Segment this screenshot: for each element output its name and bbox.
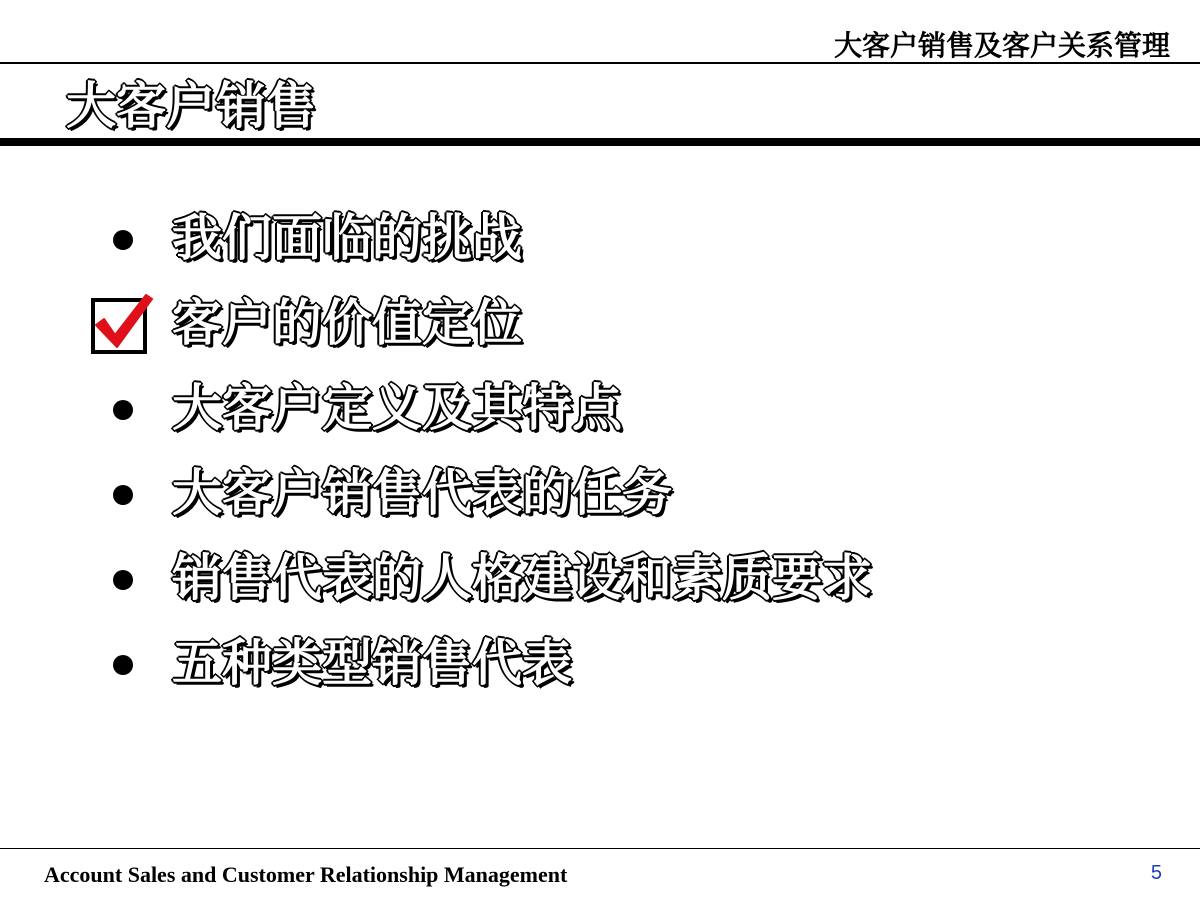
bullet-dot-icon bbox=[113, 400, 133, 420]
bullet-dot-icon bbox=[113, 485, 133, 505]
header-divider bbox=[0, 62, 1200, 64]
list-item-text: 大客户销售代表的任务 bbox=[172, 464, 672, 522]
checkbox-check-icon bbox=[90, 291, 154, 355]
bullet-dot-icon bbox=[113, 570, 133, 590]
bullet-dot-icon bbox=[113, 655, 133, 675]
footer-text: Account Sales and Customer Relationship Management bbox=[44, 862, 568, 887]
list-item bbox=[86, 196, 1166, 281]
list-item-text: 五种类型销售代表 bbox=[172, 634, 572, 692]
list-item-text: 销售代表的人格建设和素质要求 bbox=[172, 549, 872, 607]
header-title: 大客户销售及客户关系管理 bbox=[833, 29, 1170, 62]
list-item-text: 我们面临的挑战 bbox=[172, 209, 522, 267]
footer-divider bbox=[0, 848, 1200, 849]
title-divider bbox=[0, 138, 1200, 146]
list-item bbox=[86, 366, 1166, 451]
list-item-text: 大客户定义及其特点 bbox=[172, 379, 622, 437]
bullet-list bbox=[86, 196, 1166, 706]
list-item bbox=[86, 281, 1166, 366]
list-item bbox=[86, 621, 1166, 706]
list-item bbox=[86, 451, 1166, 536]
bullet-dot-icon bbox=[113, 230, 133, 250]
page-title: 大客户销售 bbox=[66, 77, 316, 135]
list-item bbox=[86, 536, 1166, 621]
page-number: 5 bbox=[1150, 862, 1162, 884]
list-item-text: 客户的价值定位 bbox=[172, 294, 522, 352]
